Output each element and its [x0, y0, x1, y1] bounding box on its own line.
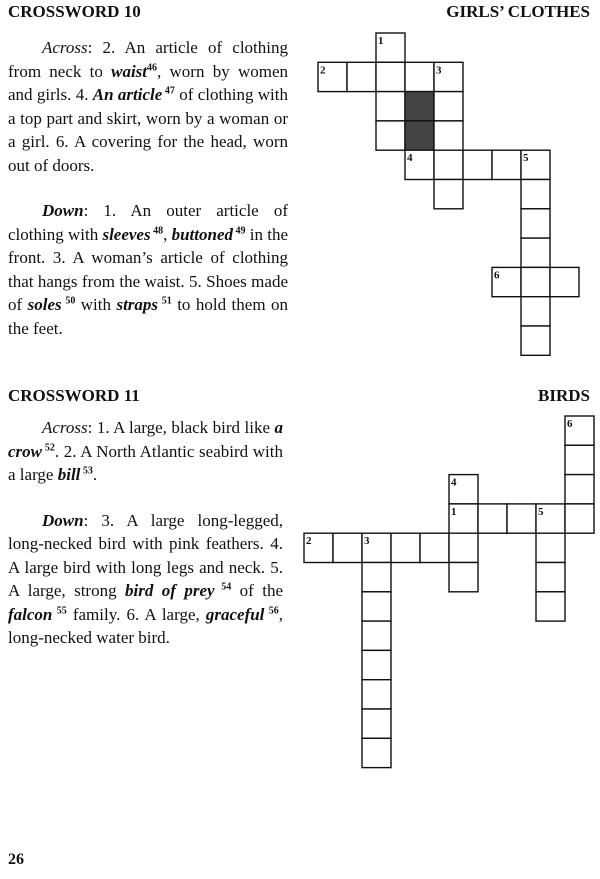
grid-cell[interactable] — [536, 592, 565, 621]
grid-cell[interactable] — [521, 180, 550, 209]
page-number: 26 — [8, 851, 24, 868]
grid-cell[interactable] — [492, 150, 521, 179]
grid-cell[interactable] — [333, 533, 362, 562]
crossword-11-topic: BIRDS — [538, 386, 590, 405]
grid-cell[interactable] — [434, 150, 463, 179]
grid-cell[interactable] — [434, 121, 463, 150]
clue-number: 4 — [407, 152, 413, 165]
grid-cell[interactable] — [521, 209, 550, 238]
footnote-ref: 54 — [214, 581, 232, 593]
keyword: straps — [116, 295, 159, 314]
grid-cell[interactable] — [521, 297, 550, 326]
footnote-ref: 55 — [52, 604, 67, 616]
clue-number: 2 — [320, 64, 326, 77]
grid-cell[interactable] — [536, 563, 565, 592]
grid-cell[interactable] — [565, 475, 594, 504]
clue-text: in the front. 3. A woman’s article of clothing that hangs from the waist. 5. Shoes made of — [8, 224, 288, 314]
keyword: falcon — [8, 604, 53, 624]
grid-cell[interactable] — [405, 92, 434, 121]
clue-text: , worn by women and girls. 4. — [8, 61, 288, 104]
crossword-10-grid — [318, 33, 579, 355]
crossword-11-grid — [304, 416, 594, 768]
clue-text: . 2. A North Atlantic seabird with a large — [8, 441, 284, 484]
crossword-10-title: CROSSWORD 10 — [8, 2, 141, 21]
grid-cell[interactable] — [362, 680, 391, 709]
grid-cell[interactable] — [521, 267, 550, 296]
clue-text: family. 6. A large, — [66, 604, 206, 624]
clue-text: of clothing with a top part and skirt, worn by a woman or a girl. 6. A covering for the head, worn out of doors. — [8, 85, 288, 175]
clue-number: 1 — [451, 505, 457, 518]
keyword: a crow — [8, 418, 283, 461]
clue-number: 4 — [451, 476, 457, 489]
crossword-10-topic: GIRLS’ CLOTHES — [446, 2, 590, 21]
down-label: Down — [42, 510, 84, 530]
footnote-ref: 56 — [264, 604, 279, 616]
keyword: waist — [111, 61, 148, 81]
clue-number: 6 — [567, 418, 573, 430]
grid-cell[interactable] — [391, 533, 420, 562]
keyword: graceful — [205, 604, 265, 624]
clue-number: 6 — [494, 269, 500, 282]
grid-cell[interactable] — [362, 650, 391, 679]
clue-text: to hold them on the feet. — [8, 295, 288, 338]
clue-number: 1 — [378, 35, 384, 47]
clue-number: 5 — [538, 505, 544, 518]
clue-text: , — [163, 224, 172, 244]
footnote-ref: 46 — [147, 61, 158, 73]
clue-text: : 1. An outer article of clothing with — [8, 201, 288, 244]
grid-cell[interactable] — [449, 533, 478, 562]
keyword: buttoned — [171, 224, 233, 244]
keyword: soles — [27, 295, 62, 314]
across-label: Across — [42, 38, 88, 57]
clue-text: , long-necked water bird. — [8, 604, 284, 647]
footnote-ref: 47 — [162, 85, 175, 97]
grid-cell[interactable] — [507, 504, 536, 533]
grid-cell[interactable] — [521, 238, 550, 267]
grid-cell[interactable] — [420, 533, 449, 562]
footnote-ref: 51 — [158, 295, 172, 307]
keyword: bill — [57, 465, 81, 484]
footnote-ref: 50 — [61, 295, 76, 307]
clue-number: 2 — [306, 535, 312, 548]
grid-cell[interactable] — [405, 121, 434, 150]
grid-cell[interactable] — [536, 533, 565, 562]
down-label: Down — [42, 201, 84, 220]
footnote-ref: 53 — [80, 465, 93, 477]
clue-text: : 1. A large, black bird like — [87, 418, 275, 437]
clue-number: 5 — [523, 152, 529, 165]
crossword-11-title: CROSSWORD 11 — [8, 386, 140, 405]
footnote-ref: 49 — [233, 224, 246, 236]
grid-cell[interactable] — [565, 445, 594, 474]
footnote-ref: 52 — [42, 441, 55, 453]
grid-cell[interactable] — [362, 738, 391, 767]
grid-cell[interactable] — [434, 92, 463, 121]
grid-cell[interactable] — [405, 62, 434, 91]
keyword: An article — [92, 85, 163, 104]
grid-cell[interactable] — [362, 621, 391, 650]
grid-cell[interactable] — [463, 150, 492, 179]
clue-text: : 3. A large long-legged, long-necked bird with pink feathers. 4. A large bird with long legs and neck. 5. A large, strong — [8, 510, 283, 600]
grid-cell[interactable] — [521, 326, 550, 355]
across-label: Across — [42, 418, 88, 437]
grid-cell[interactable] — [376, 92, 405, 121]
grid-cell[interactable] — [478, 504, 507, 533]
grid-cell[interactable] — [434, 180, 463, 209]
clue-text: of the — [231, 581, 283, 600]
clue-text: . — [92, 465, 98, 484]
grid-cell[interactable] — [362, 709, 391, 738]
grid-cell[interactable] — [362, 592, 391, 621]
grid-cell[interactable] — [376, 121, 405, 150]
clue-number: 3 — [436, 64, 442, 77]
footnote-ref: 48 — [150, 224, 164, 236]
clue-text: : 2. An article of clothing from neck to — [8, 38, 288, 81]
keyword: bird of prey — [125, 581, 215, 600]
clue-number: 3 — [364, 535, 370, 548]
grid-cell[interactable] — [347, 62, 376, 91]
grid-cell[interactable] — [550, 267, 579, 296]
grid-cell[interactable] — [362, 563, 391, 592]
grid-cell[interactable] — [449, 563, 478, 592]
grid-cell[interactable] — [565, 504, 594, 533]
grid-cell[interactable] — [376, 62, 405, 91]
clue-text: with — [75, 295, 117, 314]
keyword: sleeves — [102, 224, 151, 244]
